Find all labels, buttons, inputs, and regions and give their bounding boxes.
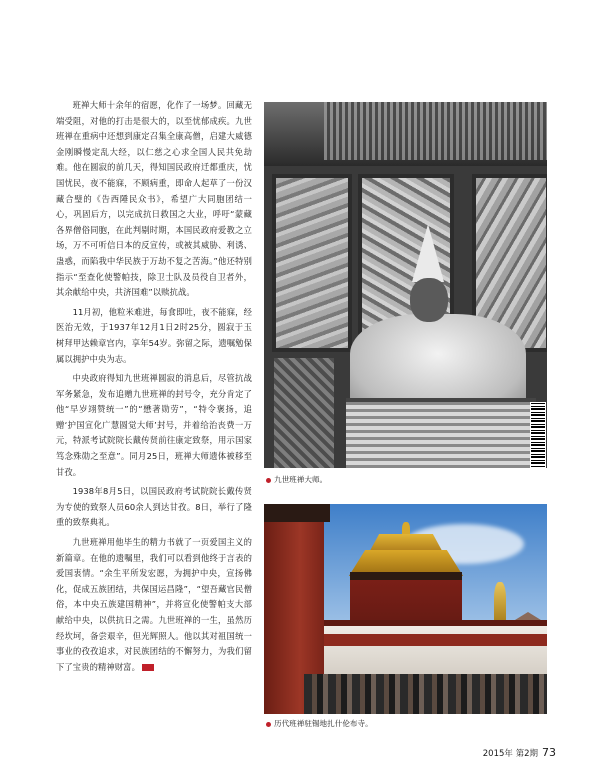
photo-thangka-left xyxy=(272,174,352,352)
photo1-caption-text: 九世班禅大师。 xyxy=(274,475,328,484)
article-paragraph-5 xyxy=(56,535,252,675)
photo-throne xyxy=(346,398,536,468)
article-paragraph-2: 11月初，他粒米难进，每食即吐，夜不能寐，经医治无效，于1937年12月1日2时25分，圆寂于玉树拜甲达赖章宫内，享年54岁。弥留之际，遗嘱勉保属以拥护中央为志。 xyxy=(56,306,252,364)
photo-red-band xyxy=(314,634,547,646)
article-paragraph-5-text: 九世班禅用他毕生的精力书就了一页爱国主义的新篇章。在他的遗嘱里，我们可以看到他终于言表的爱国衷情。“余生平所发宏愿，为拥护中央，宣扬佛化，促成五族团结，共保国运昌隆”，“望吾藏官民僧俗，本中央五族建国精神”，并将宣化使警帕支大部献给中央，以供抗日之需。九世班禅的一生，虽然历经坎坷，备尝艰辛，但光辉照人。他以其对祖国统一事业的孜孜追求，对民族团结的不懈努力，为我们留下了宝贵的精神财富。 xyxy=(56,537,252,672)
photo-tashilhunpo-monastery xyxy=(264,504,547,714)
photo-altar-items xyxy=(274,358,334,468)
photo2-caption xyxy=(266,719,373,729)
photo-crowd xyxy=(304,674,547,714)
photo-panchen-lama-portrait xyxy=(264,102,547,468)
page-footer xyxy=(483,746,556,759)
photo-face xyxy=(410,278,448,322)
photo2-caption-text: 历代班禅驻锡地扎什伦布寺。 xyxy=(274,719,373,728)
photo-pointed-hat xyxy=(412,224,444,282)
article-paragraph-3: 中央政府得知九世班禅圆寂的消息后，尽管抗战军务紧急，发布追赠九世班禅的封号令，充分肯定了他“早岁翊赞统一”的“懋著勋劳”，“特令褒扬，追赠‘护国宣化广慧圆觉大师’封号，并着给治丧费一万元，特派考试院院长戴传贤前往康定致祭，用示国家笃念殊勋之至意”。同月25日，班禅大师遗体被移至甘孜。 xyxy=(56,373,252,477)
photo-barcode-mark xyxy=(530,402,546,468)
article-paragraph-4: 1938年8月5日，以国民政府考试院院长戴传贤为专使的致祭人员60余人到达甘孜。8日，举行了隆重的致祭典礼。 xyxy=(56,486,252,528)
caption-bullet-icon xyxy=(266,722,271,727)
photo-wall-eave xyxy=(264,504,330,522)
issue-label: 2015年 第2期 xyxy=(482,749,538,759)
article-paragraph-1: 班禅大师十余年的宿愿，化作了一场梦。回藏无端受阻，对他的打击是很大的，以至忧郁成疾。九世班禅在重病中还想到康定召集全康高僧，启建大威德金刚瞬慢定乱大经，以仁慈之心求全国人民共免劫难。他在圆寂的前几天，得知国民政府迁都重庆，忧国忧民，夜不能寐，不顾病重，即命人起草了一份汉藏合璧的《告西陲民众书》，希望广大同胞团结一心，巩固后方，以完成抗日救国之大业，呼吁“蒙藏各界僧俗同胞，在此判剔时期，本国民政府爱教之立场，万不可听信日本的反宣传，或被其威胁、利诱、蛊惑，而陷我中华民族于万劫不复之苦海。”他还特别指示“至查化使警帕技，除卫士队及员役自卫者外，其余献给中央，共济国难”以赎抗战。 xyxy=(56,100,252,298)
end-of-article-mark xyxy=(142,664,154,671)
caption-bullet-icon xyxy=(266,478,271,483)
photo-canopy-fringe xyxy=(324,102,547,160)
photo-golden-stupa xyxy=(494,582,506,622)
article-body xyxy=(56,98,252,675)
page-number: 73 xyxy=(542,746,556,759)
photo1-caption xyxy=(266,475,327,485)
